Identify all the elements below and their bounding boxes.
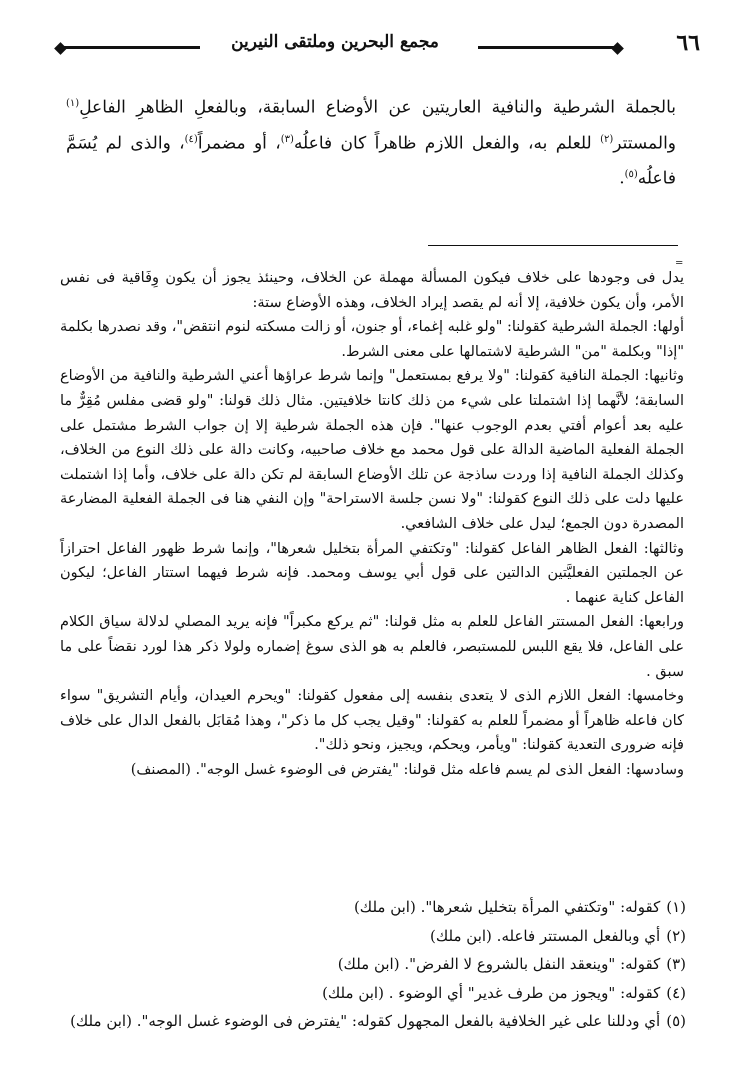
commentary-paragraph: أولها: الجملة الشرطية كقولنا: "ولو غلبه إغماء، أو جنون، أو زالت مسكته لنوم انتقض"، وقد نصدرها بكلمة "إذا" وبكلمة "من" الشرطية لاشتمالها على معنى الشرط. [60, 319, 684, 360]
footnote-ref[interactable]: (٢) [600, 133, 614, 145]
commentary-paragraph: وسادسها: الفعل الذى لم يسم فاعله مثل قولنا: "يفترض فى الوضوء غسل الوجه". (المصنف) [130, 761, 684, 778]
commentary-paragraph: يدل فى وجودها على خلاف فيكون المسألة مهملة عن الخلاف، وحينئذ يجوز أن يكون وِفَاقية فى نفس الأمر، وأن يكون خلافية، إلا أنه لم يقصد إيراد الخلاف، وهذه الأوضاع ستة: [60, 270, 684, 311]
commentary-paragraph: وخامسها: الفعل اللازم الذى لا يتعدى بنفسه إلى مفعول كقولنا: "ويحرم العيدان، وأيام التشريق" سواء كان فاعله ظاهراً أو مضمراً للعلم به كقولنا: "وقيل يجب كل ما ذكر"، وهذا مُقابَل بالفعل الدال على خلاف فإنه ضرورى التعدية كقولنا: "ويأمر، ويحكم، ويجيز، ونحو ذلك". [60, 688, 685, 754]
running-title: مجمع البحرين وملتقى النيرين [231, 32, 439, 52]
footnote-ref[interactable]: (٥) [624, 169, 638, 181]
footnote-ref[interactable]: (٣) [280, 133, 294, 145]
footnote: (٤)كقوله: "ويجوز من طرف غدير" أي الوضوء . (ابن ملك) [322, 983, 686, 1002]
header-rule [60, 46, 200, 49]
page-header [30, 30, 700, 70]
footnote: (٢)أي وبالفعل المستتر فاعله. (ابن ملك) [430, 926, 686, 945]
page-number: ٦٦ [676, 30, 700, 56]
footnotes [60, 893, 686, 1036]
commentary-paragraph: وثالثها: الفعل الظاهر الفاعل كقولنا: "وتكتفي المرأة بتخليل شعرها"، وإنما شرط ظهور الفاعل احترازاً عن الجملتين الفعليَّتين الدالتين على قول أبي يوسف ومحمد. فإنه شرط فيهما استتار الفاعل؛ ليكون الفاعل كناية عنهما . [60, 540, 684, 606]
commentary-paragraph: ورابعها: الفعل المستتر الفاعل للعلم به مثل قولنا: "ثم يركع مكبراً" فإنه يريد المصلي لدلالة سياق الكلام على الفاعل، فلا يقع اللبس للمستبصر، فالعلم به هو الذى سوغ إضماره ولولا ذكر هذا لورد نقضاً على ما سبق . [60, 614, 684, 680]
commentary-block [60, 266, 684, 782]
footnote-ref[interactable]: (٤) [184, 133, 198, 145]
commentary-paragraph: وثانيها: الجملة النافية كقولنا: "ولا يرفع بمستعمل" وإنما شرط عراؤها أعني الشرطية والنافية من الأوضاع السابقة؛ لأنَّهما إذا اشتملتا على شيء من ذلك كانتا خلافيتين. مثال ذلك قولنا: "ولو قضى مفلس مُقِرٌّ ما عليه بعد أعوام أفتي بعدم الوجوب عنها". فإن هذه الجملة شرطية إلا إن جواب الشرط مشتمل على الجملة الفعلية الماضية الدالة على قول محمد مع خلاف صاحبيه، وكانت دالة على ذلك النوع من الخلاف، وكذلك الجملة النافية إذا وردت ساذجة عن تلك الأوضاع السابقة لم تكن دالة على خلاف، وأما إذا اشتملت عليها دلت على ذلك النوع كقولنا: "ولا نسن جلسة الاستراحة" وإن النفي هنا فى الجملة الفعلية المضارعة المصدرة دون الجمع؛ ليدل على خلاف الشافعي. [60, 368, 684, 532]
footnote: (٣)كقوله: "وينعقد النفل بالشروع لا الفرض". (ابن ملك) [337, 955, 686, 973]
footnote-separator [428, 245, 678, 246]
footnote: (١)كقوله: "وتكتفي المرأة بتخليل شعرها". (ابن ملك) [353, 898, 686, 916]
footnote-ref[interactable]: (١) [66, 98, 80, 109]
main-text: بالجملة الشرطية والنافية العاريتين عن الأوضاع السابقة، وبالفعلِ الظاهرِ الفاعلِ$^{(١)}$ والمستتر$^{(٢)}$ للعلم به، والفعل اللازم ظاهراً كان فاعلُه$^{(٣)}$، أو مضمراً$^{(٤)}$، والذى لم يُسَمَّ فاعلُه$^{(٥)}$. [66, 97, 676, 189]
footnote: (٥)أي ودللنا على غير الخلافية بالفعل المجهول كقوله: "يفترض فى الوضوء غسل الوجه". (ابن ملك) [70, 1012, 686, 1030]
continuation-mark: = [675, 258, 684, 269]
